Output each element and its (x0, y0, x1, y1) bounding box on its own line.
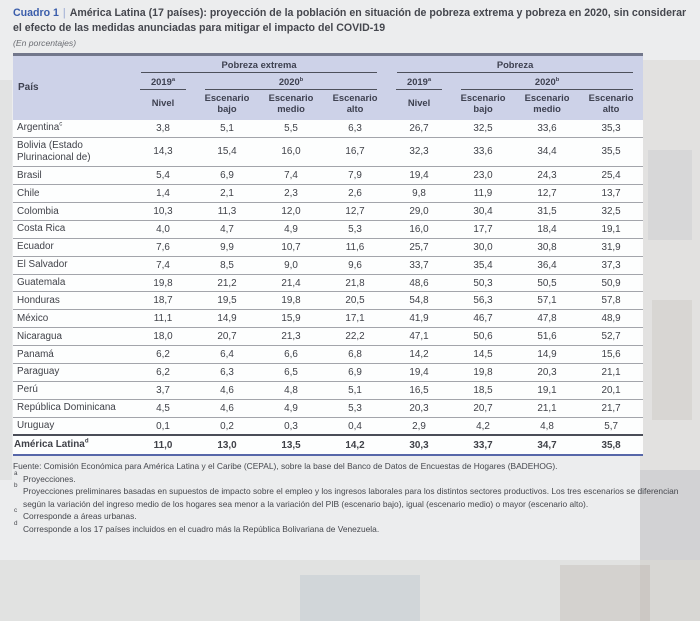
value-cell: 5,7 (579, 417, 643, 435)
value-cell: 46,7 (451, 310, 515, 328)
table-row (13, 274, 643, 292)
column-header-nivel-pobreza: Nivel (387, 90, 451, 120)
value-cell: 48,9 (579, 310, 643, 328)
year-header-2020-extrema: 2020$^b$ (195, 73, 387, 90)
value-cell: 4,9 (259, 399, 323, 417)
value-cell: 32,3 (387, 137, 451, 167)
table-total-row (13, 435, 643, 455)
table-header (13, 55, 643, 120)
value-cell: 4,7 (195, 220, 259, 238)
value-cell: 20,1 (579, 381, 643, 399)
value-cell: 24,3 (515, 167, 579, 185)
table-row (13, 310, 643, 328)
value-cell: 6,6 (259, 346, 323, 364)
column-header-pais: País (13, 55, 131, 120)
value-cell: 6,9 (195, 167, 259, 185)
value-cell: 48,6 (387, 274, 451, 292)
column-header-escenario-alto-pobreza: Escenario alto (579, 90, 643, 120)
country-cell: Uruguay (13, 417, 131, 435)
value-cell: 57,1 (515, 292, 579, 310)
country-cell: Argentina$^c$ (13, 120, 131, 137)
value-cell: 50,9 (579, 274, 643, 292)
value-cell: 4,9 (259, 220, 323, 238)
value-cell: 21,1 (515, 399, 579, 417)
country-cell: Brasil (13, 167, 131, 185)
value-cell: 19,1 (515, 381, 579, 399)
value-cell: 1,4 (131, 185, 195, 203)
value-cell: 5,1 (323, 381, 387, 399)
value-cell: 4,2 (451, 417, 515, 435)
value-cell: 7,6 (131, 238, 195, 256)
title-text: América Latina (17 países): proyección de la población en situación de pobreza extrema y pobreza en 2020, sin considerar el efecto de las medidas anunciadas para mitigar el impacto del COVID-19 (13, 7, 687, 35)
value-cell: 5,5 (259, 120, 323, 137)
value-cell: 50,6 (451, 328, 515, 346)
value-cell: 12,7 (323, 203, 387, 221)
value-cell: 19,4 (387, 363, 451, 381)
value-cell: 18,0 (131, 328, 195, 346)
value-cell: 23,0 (451, 167, 515, 185)
value-cell: 4,0 (131, 220, 195, 238)
footnote-d: d Corresponde a los 17 países incluidos en el cuadro más la República Bolivariana de Venezuela. (14, 519, 380, 534)
value-cell: 31,9 (579, 238, 643, 256)
value-cell: 12,0 (259, 203, 323, 221)
value-cell: 14,5 (451, 346, 515, 364)
value-cell: 57,8 (579, 292, 643, 310)
column-header-escenario-bajo-extrema: Escenario bajo (195, 90, 259, 120)
value-cell: 14,2 (387, 346, 451, 364)
value-cell: 18,5 (451, 381, 515, 399)
value-cell: 11,3 (195, 203, 259, 221)
value-cell: 18,7 (131, 292, 195, 310)
table-row (13, 238, 643, 256)
table-row (13, 417, 643, 435)
value-cell: 8,5 (195, 256, 259, 274)
source-note: Fuente: Comisión Económica para América Latina y el Caribe (CEPAL), sobre la base del Banco de Datos de Encuestas de Hogares (BADEHOG). (13, 461, 558, 472)
value-cell: 20,7 (195, 328, 259, 346)
value-cell: 20,7 (451, 399, 515, 417)
value-cell: 13,5 (259, 435, 323, 455)
value-cell: 7,9 (323, 167, 387, 185)
value-cell: 13,0 (195, 435, 259, 455)
value-cell: 32,5 (579, 203, 643, 221)
column-header-escenario-bajo-pobreza: Escenario bajo (451, 90, 515, 120)
value-cell: 17,7 (451, 220, 515, 238)
country-cell: Nicaragua (13, 328, 131, 346)
year-header-2019-extrema: 2019$^a$ (131, 73, 195, 90)
country-cell: Guatemala (13, 274, 131, 292)
header-group-row (13, 55, 643, 74)
value-cell: 31,5 (515, 203, 579, 221)
value-cell: 6,4 (195, 346, 259, 364)
value-cell: 33,7 (451, 435, 515, 455)
value-cell: 16,5 (387, 381, 451, 399)
value-cell: 7,4 (259, 167, 323, 185)
value-cell: 6,8 (323, 346, 387, 364)
value-cell: 15,4 (195, 137, 259, 167)
year-header-2020-pobreza: 2020$^b$ (451, 73, 643, 90)
value-cell: 35,5 (579, 137, 643, 167)
value-cell: 5,1 (195, 120, 259, 137)
value-cell: 51,6 (515, 328, 579, 346)
table-title (13, 6, 689, 36)
value-cell: 50,3 (451, 274, 515, 292)
table-row (13, 220, 643, 238)
value-cell: 54,8 (387, 292, 451, 310)
group-header-pobreza-extrema: Pobreza extrema (131, 55, 387, 74)
value-cell: 0,1 (131, 417, 195, 435)
value-cell: 11,6 (323, 238, 387, 256)
country-cell: República Dominicana (13, 399, 131, 417)
value-cell: 41,9 (387, 310, 451, 328)
value-cell: 16,0 (387, 220, 451, 238)
column-header-escenario-medio-extrema: Escenario medio (259, 90, 323, 120)
value-cell: 0,2 (195, 417, 259, 435)
value-cell: 4,8 (515, 417, 579, 435)
value-cell: 35,3 (579, 120, 643, 137)
country-cell: Chile (13, 185, 131, 203)
value-cell: 13,7 (579, 185, 643, 203)
value-cell: 14,3 (131, 137, 195, 167)
value-cell: 6,3 (195, 363, 259, 381)
value-cell: 5,3 (323, 399, 387, 417)
footnote-a: a Proyecciones. (14, 469, 76, 484)
value-cell: 21,1 (579, 363, 643, 381)
country-cell: Paraguay (13, 363, 131, 381)
country-cell: Colombia (13, 203, 131, 221)
value-cell: 19,8 (451, 363, 515, 381)
value-cell: 0,4 (323, 417, 387, 435)
value-cell: 19,8 (259, 292, 323, 310)
group-header-pobreza: Pobreza (387, 55, 643, 74)
value-cell: 21,3 (259, 328, 323, 346)
table-row (13, 137, 643, 167)
column-header-escenario-alto-extrema: Escenario alto (323, 90, 387, 120)
value-cell: 11,1 (131, 310, 195, 328)
country-cell: Bolivia (Estado Plurinacional de) (13, 137, 131, 167)
table-row (13, 167, 643, 185)
table-row (13, 120, 643, 137)
value-cell: 20,3 (387, 399, 451, 417)
column-header-nivel-extrema: Nivel (131, 90, 195, 120)
value-cell: 52,7 (579, 328, 643, 346)
table-row (13, 256, 643, 274)
value-cell: 37,3 (579, 256, 643, 274)
value-cell: 12,7 (515, 185, 579, 203)
table-row (13, 363, 643, 381)
value-cell: 2,6 (323, 185, 387, 203)
value-cell: 0,3 (259, 417, 323, 435)
value-cell: 2,1 (195, 185, 259, 203)
table-row (13, 346, 643, 364)
value-cell: 3,7 (131, 381, 195, 399)
value-cell: 5,4 (131, 167, 195, 185)
value-cell: 14,2 (323, 435, 387, 455)
table-subtitle: (En porcentajes) (13, 38, 77, 49)
value-cell: 21,7 (579, 399, 643, 417)
value-cell: 20,3 (515, 363, 579, 381)
value-cell: 56,3 (451, 292, 515, 310)
table-row (13, 381, 643, 399)
value-cell: 4,6 (195, 381, 259, 399)
value-cell: 21,8 (323, 274, 387, 292)
value-cell: 35,8 (579, 435, 643, 455)
value-cell: 6,2 (131, 363, 195, 381)
country-cell: México (13, 310, 131, 328)
value-cell: 18,4 (515, 220, 579, 238)
value-cell: 9,8 (387, 185, 451, 203)
value-cell: 19,1 (579, 220, 643, 238)
value-cell: 26,7 (387, 120, 451, 137)
table-row (13, 203, 643, 221)
value-cell: 34,7 (515, 435, 579, 455)
value-cell: 6,5 (259, 363, 323, 381)
value-cell: 6,3 (323, 120, 387, 137)
value-cell: 19,8 (131, 274, 195, 292)
value-cell: 17,1 (323, 310, 387, 328)
value-cell: 21,2 (195, 274, 259, 292)
value-cell: 32,5 (451, 120, 515, 137)
country-cell: América Latina$^d$ (13, 435, 131, 455)
value-cell: 4,6 (195, 399, 259, 417)
value-cell: 15,6 (579, 346, 643, 364)
value-cell: 47,8 (515, 310, 579, 328)
value-cell: 47,1 (387, 328, 451, 346)
footnotes-container (13, 469, 689, 535)
country-cell: Honduras (13, 292, 131, 310)
value-cell: 15,9 (259, 310, 323, 328)
value-cell: 16,7 (323, 137, 387, 167)
value-cell: 30,0 (451, 238, 515, 256)
table-number-label: Cuadro 1 (13, 7, 59, 19)
value-cell: 36,4 (515, 256, 579, 274)
value-cell: 19,4 (387, 167, 451, 185)
value-cell: 9,0 (259, 256, 323, 274)
value-cell: 16,0 (259, 137, 323, 167)
value-cell: 3,8 (131, 120, 195, 137)
value-cell: 30,4 (451, 203, 515, 221)
value-cell: 6,2 (131, 346, 195, 364)
value-cell: 4,5 (131, 399, 195, 417)
table-body (13, 120, 643, 456)
value-cell: 33,6 (451, 137, 515, 167)
table-row (13, 399, 643, 417)
table-row (13, 185, 643, 203)
value-cell: 25,4 (579, 167, 643, 185)
poverty-projection-table (13, 53, 643, 456)
column-header-escenario-medio-pobreza: Escenario medio (515, 90, 579, 120)
value-cell: 2,9 (387, 417, 451, 435)
country-cell: Costa Rica (13, 220, 131, 238)
value-cell: 9,9 (195, 238, 259, 256)
value-cell: 30,3 (387, 435, 451, 455)
value-cell: 6,9 (323, 363, 387, 381)
value-cell: 9,6 (323, 256, 387, 274)
value-cell: 21,4 (259, 274, 323, 292)
table-row (13, 292, 643, 310)
country-cell: Panamá (13, 346, 131, 364)
table-notes (13, 460, 689, 535)
value-cell: 10,3 (131, 203, 195, 221)
value-cell: 33,7 (387, 256, 451, 274)
value-cell: 10,7 (259, 238, 323, 256)
value-cell: 33,6 (515, 120, 579, 137)
value-cell: 34,4 (515, 137, 579, 167)
value-cell: 5,3 (323, 220, 387, 238)
year-header-2019-pobreza: 2019$^a$ (387, 73, 451, 90)
footnote-c: c Corresponde a áreas urbanas. (14, 507, 137, 522)
table-row (13, 328, 643, 346)
value-cell: 22,2 (323, 328, 387, 346)
value-cell: 25,7 (387, 238, 451, 256)
value-cell: 19,5 (195, 292, 259, 310)
country-cell: Perú (13, 381, 131, 399)
value-cell: 7,4 (131, 256, 195, 274)
value-cell: 50,5 (515, 274, 579, 292)
footnote-b: b Proyecciones preliminares basadas en supuestos de impacto sobre el empleo y los ingresos laborales para los distintos sectores productivos. Los tres escenarios se diferencian según la variación del ingreso medio de los hogares sea menor a la variación del PIB (escenario bajo), igual (escenario medio) o mayor (escenario alto). (14, 482, 679, 509)
value-cell: 11,0 (131, 435, 195, 455)
value-cell: 29,0 (387, 203, 451, 221)
value-cell: 11,9 (451, 185, 515, 203)
value-cell: 30,8 (515, 238, 579, 256)
value-cell: 14,9 (515, 346, 579, 364)
value-cell: 20,5 (323, 292, 387, 310)
country-cell: El Salvador (13, 256, 131, 274)
value-cell: 14,9 (195, 310, 259, 328)
value-cell: 4,8 (259, 381, 323, 399)
value-cell: 35,4 (451, 256, 515, 274)
title-separator: | (62, 7, 66, 19)
country-cell: Ecuador (13, 238, 131, 256)
value-cell: 2,3 (259, 185, 323, 203)
